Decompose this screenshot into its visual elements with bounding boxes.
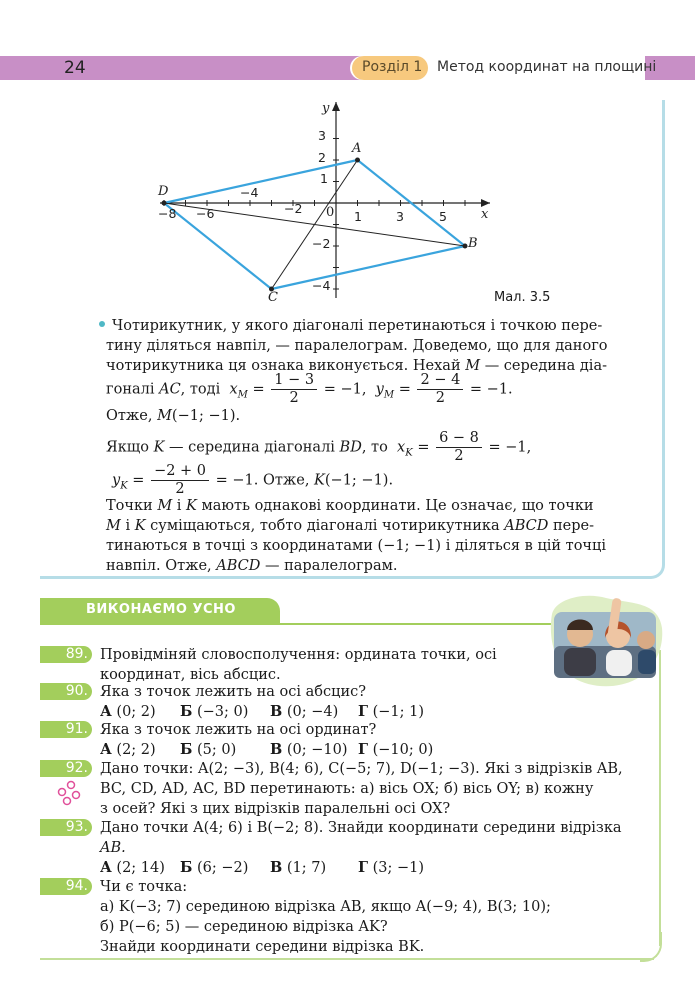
bullet-dot <box>99 321 105 327</box>
x-axis-arrow <box>481 199 490 207</box>
section-banner-title: ВИКОНАЄМО УСНО <box>86 602 236 617</box>
point-d <box>162 201 167 206</box>
exercise-frame-right <box>659 650 661 946</box>
problem-90-question: Яка з точок лежить на осі абсцис? <box>100 684 366 700</box>
theory-line-8: Точки M і K мають однакові координати. Це означає, що точки <box>106 498 594 514</box>
point-a <box>355 158 360 163</box>
label-b: B <box>468 236 478 251</box>
page-number: 24 <box>64 58 86 78</box>
exercise-frame-bottom <box>40 958 654 960</box>
problem-93-option-b: Б (6; −2) <box>180 859 249 876</box>
chapter-title: Метод координат на площині <box>437 59 657 75</box>
xtick-1: 1 <box>354 209 362 224</box>
students-photo <box>546 594 664 690</box>
y-axis-label: y <box>322 101 330 116</box>
fraction-xm: $\frac{1 - 3}{2}$ <box>271 372 317 407</box>
theory-line-11: навпіл. Отже, ABCD — паралелограм. <box>106 558 398 574</box>
fraction-xk: $\frac{6 - 8}{2}$ <box>436 430 482 465</box>
problem-number-90: 90. <box>40 683 92 700</box>
problem-92-line-3: з осей? Які з цих відрізків паралельні осі OX? <box>100 801 451 817</box>
ytick-1: 1 <box>320 171 328 186</box>
problem-94-line-3: б) P(−6; 5) — серединою відрізка AK? <box>100 919 388 935</box>
xtick-m4: −4 <box>240 185 259 200</box>
problem-94-line-2: а) K(−3; 7) серединою відрізка AB, якщо A(−9; 4), B(3; 10); <box>100 899 551 915</box>
xtick-m8: −8 <box>158 206 177 221</box>
point-b <box>463 244 468 249</box>
problem-90-option-d: Г (−1; 1) <box>358 703 425 720</box>
theory-line-10: тинаються в точці з координатами (−1; −1) і діляться в цій точці <box>106 538 606 554</box>
problem-91-option-b: Б (5; 0) <box>180 741 237 758</box>
label-c: C <box>268 290 278 305</box>
ytick-2: 2 <box>318 150 326 165</box>
problem-number-89: 89. <box>40 646 92 663</box>
problem-number-92: 92. <box>40 760 92 777</box>
problem-91-option-c: В (0; −10) <box>270 741 348 758</box>
problem-92-line-2: BC, CD, AD, AC, BD перетинають: а) вісь OX; б) вісь OY; в) кожну <box>100 781 594 797</box>
label-a: A <box>352 141 362 156</box>
xtick-3: 3 <box>396 209 404 224</box>
ytick-3: 3 <box>318 128 326 143</box>
ytick-m4: −4 <box>312 278 331 293</box>
x-axis-label: x <box>481 207 489 222</box>
theory-line-4: гоналі AC, тоді $x_M$ = $\frac{1 - 3}{2}$ = −1, $y_M$ = $\frac{2 - 4}{2}$ = −1. <box>106 372 513 406</box>
theory-line-1: Чотирикутник, у якого діагоналі перетинаються і точкою пере- <box>112 318 603 334</box>
problem-93-option-a: А (2; 14) <box>100 859 165 876</box>
theory-line-6: Якщо K — середина діагоналі BD, то $x_K$ = $\frac{6 - 8}{2}$ = −1, <box>106 430 532 464</box>
problem-93-option-c: В (1; 7) <box>270 859 327 876</box>
xtick-m2: −2 <box>284 201 303 216</box>
problem-91-question: Яка з точок лежить на осі ординат? <box>100 722 377 738</box>
fraction-yk: $\frac{-2 + 0}{2}$ <box>151 463 209 498</box>
theory-line-7: $y_K$ = $\frac{-2 + 0}{2}$ = −1. Отже, K(−1; −1). <box>112 463 394 497</box>
group-work-icon <box>56 780 82 806</box>
problem-number-93: 93. <box>40 819 92 836</box>
problem-90-option-c: В (0; −4) <box>270 703 339 720</box>
problem-90-option-b: Б (−3; 0) <box>180 703 249 720</box>
problem-number-91: 91. <box>40 721 92 738</box>
theory-line-5: Отже, M(−1; −1). <box>106 408 241 424</box>
problem-91-option-a: А (2; 2) <box>100 741 156 758</box>
origin-label: 0 <box>326 205 335 220</box>
problem-93-option-d: Г (3; −1) <box>358 859 425 876</box>
problem-93-line-2: AB. <box>100 840 126 856</box>
problem-number-94: 94. <box>40 878 92 895</box>
ytick-m2: −2 <box>312 236 331 251</box>
xtick-5: 5 <box>439 209 447 224</box>
problem-91-option-d: Г (−10; 0) <box>358 741 434 758</box>
problem-90-option-a: А (0; 2) <box>100 703 156 720</box>
figure-caption: Мал. 3.5 <box>494 290 551 305</box>
problem-89-line-2: координат, вісь абсцис. <box>100 667 281 683</box>
coordinate-graph <box>150 96 500 306</box>
xtick-m6: −6 <box>196 206 215 221</box>
problem-89-line-1: Провідміняй словосполучення: ордината точки, осі <box>100 647 497 663</box>
theory-line-2: тину діляться навпіл, — паралелограм. Доведемо, що для даного <box>106 338 608 354</box>
problem-94-line-4: Знайди координати середини відрізка BK. <box>100 939 425 955</box>
fraction-ym: $\frac{2 - 4}{2}$ <box>417 372 463 407</box>
problem-92-line-1: Дано точки: A(2; −3), B(4; 6), C(−5; 7), D(−1; −3). Які з відрізків AB, <box>100 761 623 777</box>
section-label: Розділ 1 <box>362 59 423 75</box>
label-d: D <box>158 184 169 199</box>
y-axis-arrow <box>332 102 340 111</box>
problem-94-line-1: Чи є точка: <box>100 879 188 895</box>
problem-93-line-1: Дано точки A(4; 6) і B(−2; 8). Знайди координати середини відрізка <box>100 820 622 836</box>
theory-line-3: чотирикутника ця ознака виконується. Нехай M — середина діа- <box>106 358 607 374</box>
theory-line-9: M і K суміщаються, тобто діагоналі чотирикутника ABCD пере- <box>106 518 594 534</box>
